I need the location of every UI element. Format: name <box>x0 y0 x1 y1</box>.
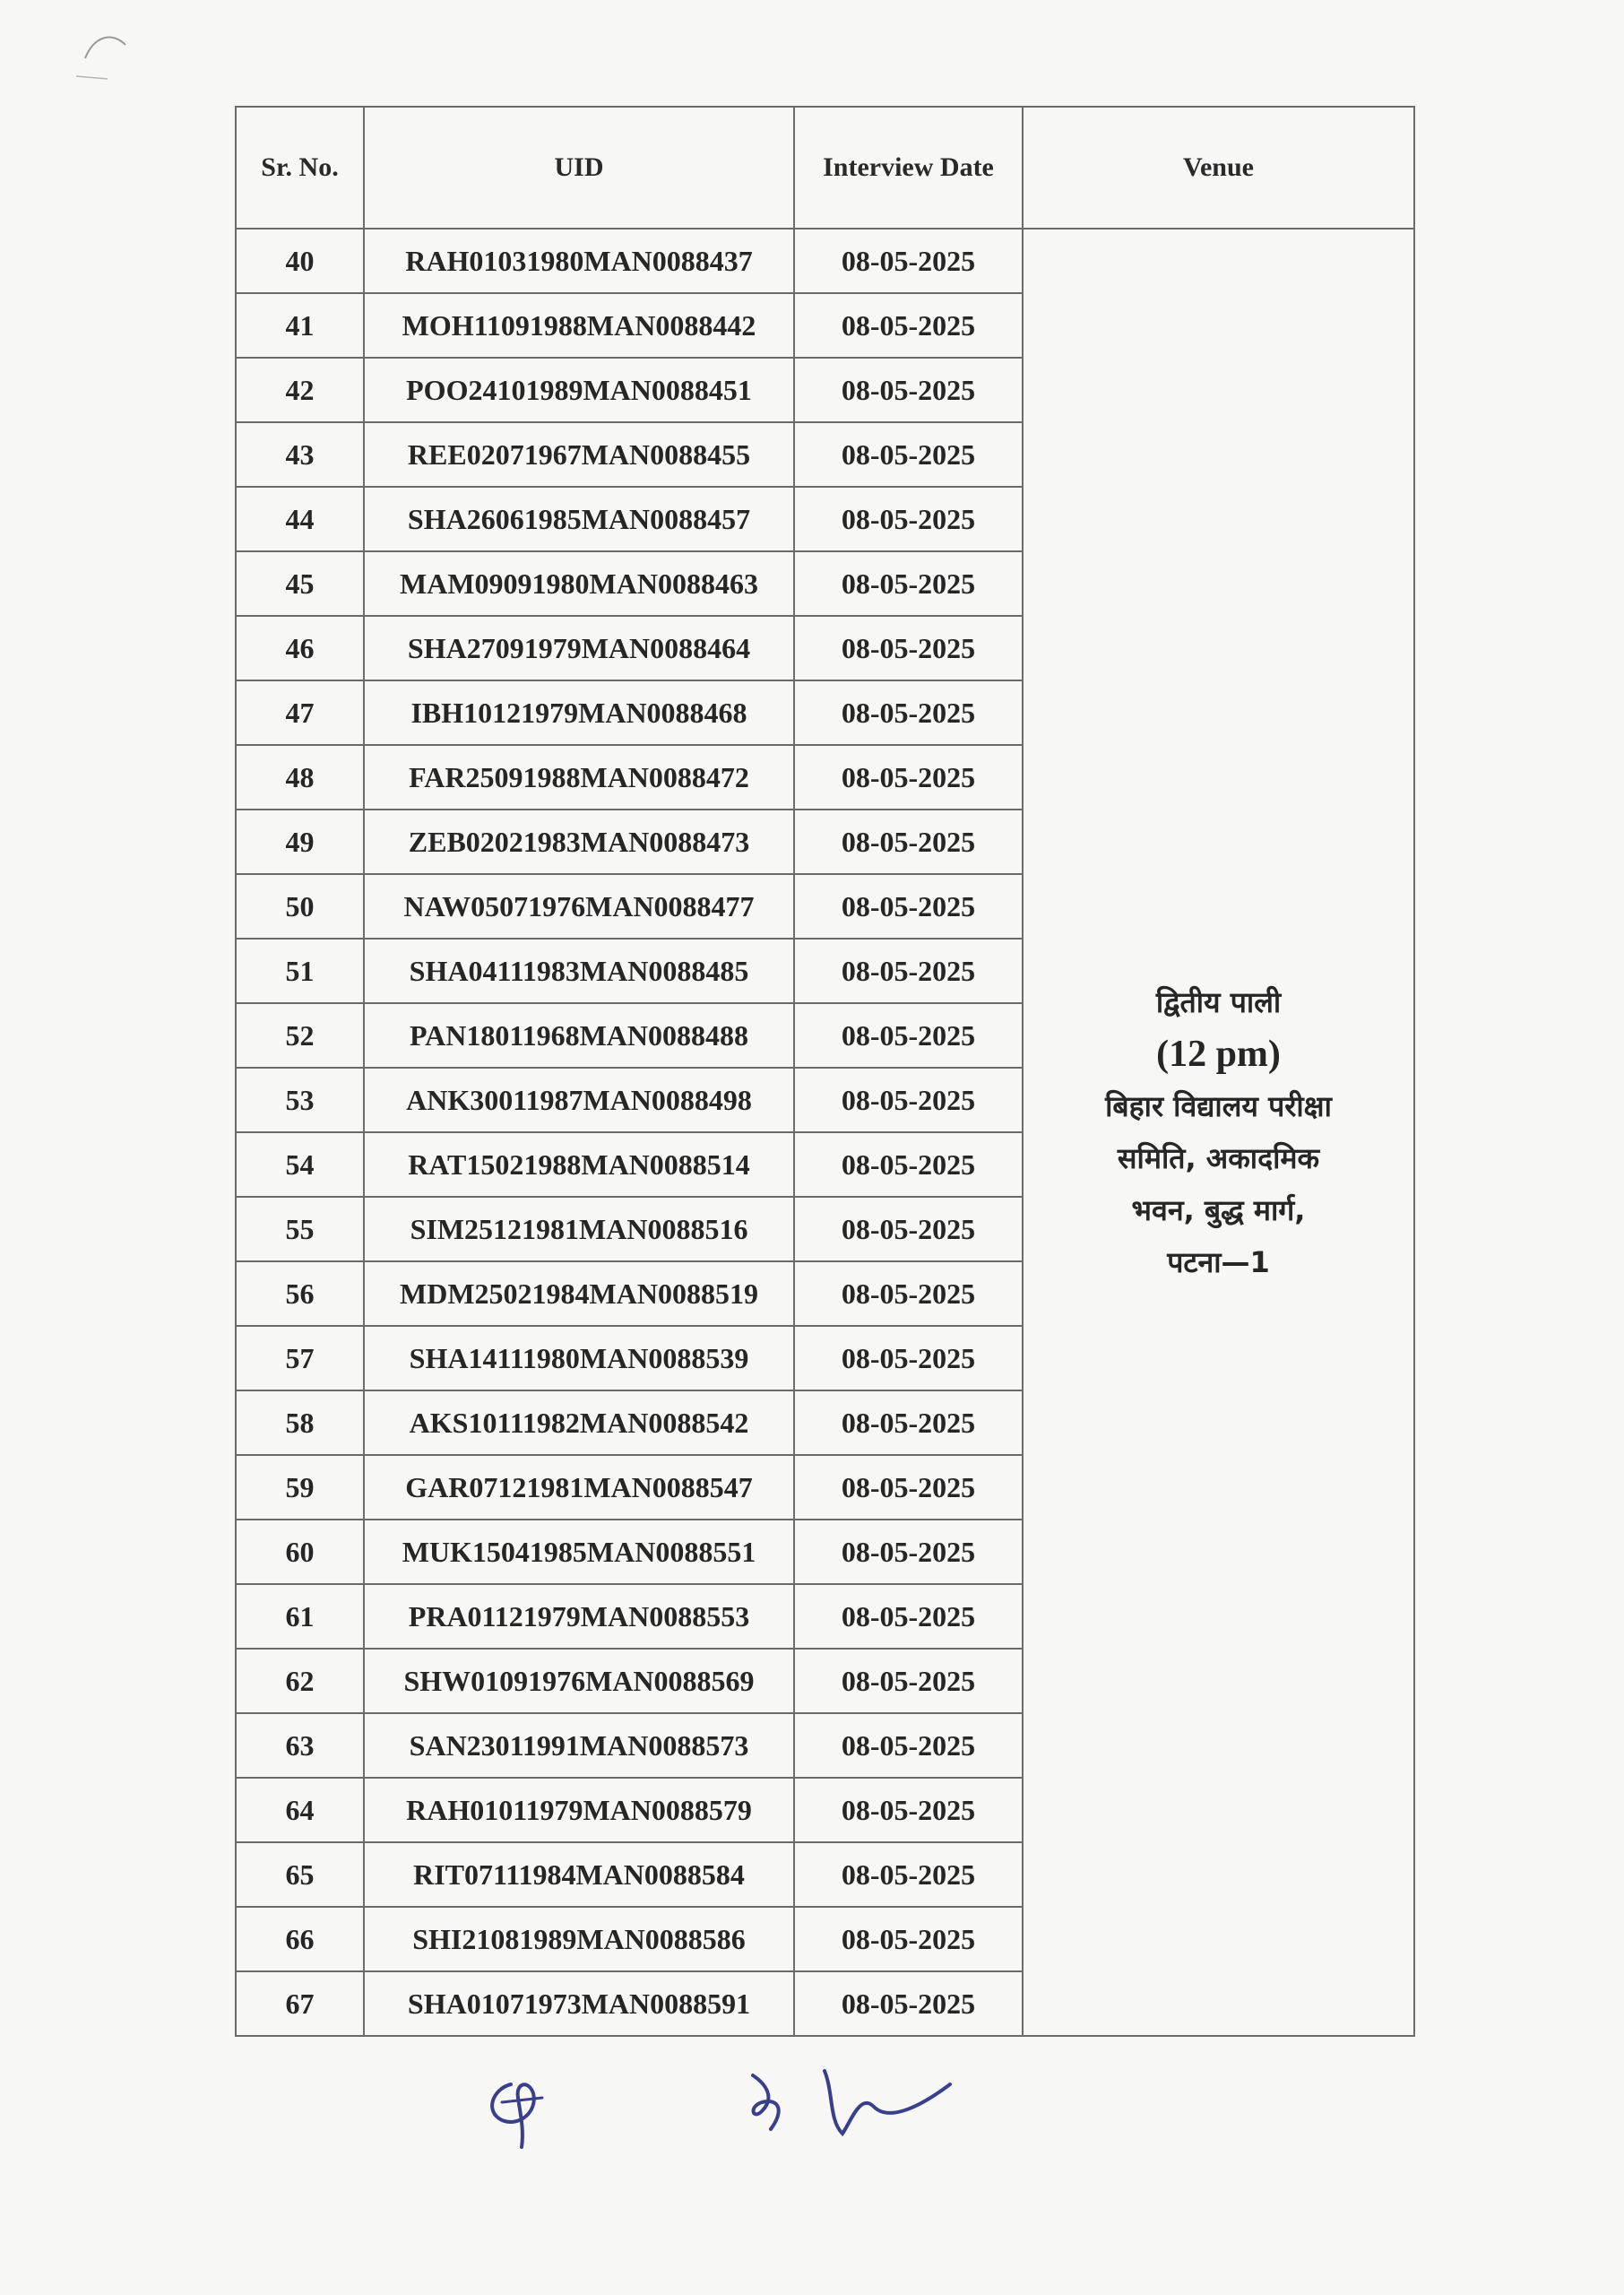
interview-date-cell: 08-05-2025 <box>794 745 1023 810</box>
interview-date-cell: 08-05-2025 <box>794 1326 1023 1390</box>
interview-date-cell: 08-05-2025 <box>794 1713 1023 1778</box>
interview-date-cell: 08-05-2025 <box>794 1778 1023 1842</box>
uid-cell: MUK15041985MAN0088551 <box>364 1520 794 1584</box>
sr-no-cell: 41 <box>236 293 364 358</box>
header-interview-date: Interview Date <box>794 107 1023 229</box>
uid-cell: SAN23011991MAN0088573 <box>364 1713 794 1778</box>
sr-no-cell: 57 <box>236 1326 364 1390</box>
sr-no-cell: 45 <box>236 551 364 616</box>
interview-schedule-table <box>235 106 1415 2037</box>
sr-no-cell: 49 <box>236 810 364 874</box>
sr-no-cell: 44 <box>236 487 364 551</box>
interview-date-cell: 08-05-2025 <box>794 680 1023 745</box>
uid-cell: NAW05071976MAN0088477 <box>364 874 794 939</box>
uid-cell: SIM25121981MAN0088516 <box>364 1197 794 1261</box>
interview-date-cell: 08-05-2025 <box>794 1455 1023 1520</box>
uid-cell: SHA26061985MAN0088457 <box>364 487 794 551</box>
sr-no-cell: 53 <box>236 1068 364 1132</box>
sr-no-cell: 47 <box>236 680 364 745</box>
interview-date-cell: 08-05-2025 <box>794 1132 1023 1197</box>
uid-cell: SHA27091979MAN0088464 <box>364 616 794 680</box>
uid-cell: PRA01121979MAN0088553 <box>364 1584 794 1649</box>
sr-no-cell: 50 <box>236 874 364 939</box>
uid-cell: POO24101989MAN0088451 <box>364 358 794 422</box>
uid-cell: ZEB02021983MAN0088473 <box>364 810 794 874</box>
uid-cell: RAH01011979MAN0088579 <box>364 1778 794 1842</box>
interview-date-cell: 08-05-2025 <box>794 1003 1023 1068</box>
table-row <box>236 229 1414 293</box>
signature-1 <box>475 2057 583 2156</box>
uid-cell: SHA14111980MAN0088539 <box>364 1326 794 1390</box>
venue-line-1: बिहार विद्यालय परीक्षा <box>1105 1089 1332 1123</box>
interview-date-cell: 08-05-2025 <box>794 1971 1023 2036</box>
sr-no-cell: 42 <box>236 358 364 422</box>
interview-date-cell: 08-05-2025 <box>794 1520 1023 1584</box>
table-header-row <box>236 107 1414 229</box>
venue-line-4: पटना—1 <box>1167 1245 1270 1279</box>
uid-cell: FAR25091988MAN0088472 <box>364 745 794 810</box>
sr-no-cell: 65 <box>236 1842 364 1907</box>
uid-cell: PAN18011968MAN0088488 <box>364 1003 794 1068</box>
uid-cell: RAH01031980MAN0088437 <box>364 229 794 293</box>
interview-date-cell: 08-05-2025 <box>794 487 1023 551</box>
sr-no-cell: 54 <box>236 1132 364 1197</box>
uid-cell: REE02071967MAN0088455 <box>364 422 794 487</box>
venue-line-2: समिति, अकादमिक <box>1117 1141 1320 1175</box>
sr-no-cell: 59 <box>236 1455 364 1520</box>
uid-cell: RAT15021988MAN0088514 <box>364 1132 794 1197</box>
interview-date-cell: 08-05-2025 <box>794 551 1023 616</box>
scan-artifact-mark <box>72 27 143 81</box>
sr-no-cell: 55 <box>236 1197 364 1261</box>
uid-cell: SHI21081989MAN0088586 <box>364 1907 794 1971</box>
sr-no-cell: 52 <box>236 1003 364 1068</box>
sr-no-cell: 60 <box>236 1520 364 1584</box>
sr-no-cell: 48 <box>236 745 364 810</box>
interview-date-cell: 08-05-2025 <box>794 1068 1023 1132</box>
interview-date-cell: 08-05-2025 <box>794 1907 1023 1971</box>
sr-no-cell: 43 <box>236 422 364 487</box>
sr-no-cell: 51 <box>236 939 364 1003</box>
interview-date-cell: 08-05-2025 <box>794 1842 1023 1907</box>
interview-date-cell: 08-05-2025 <box>794 1197 1023 1261</box>
sr-no-cell: 66 <box>236 1907 364 1971</box>
interview-date-cell: 08-05-2025 <box>794 229 1023 293</box>
interview-date-cell: 08-05-2025 <box>794 358 1023 422</box>
interview-date-cell: 08-05-2025 <box>794 874 1023 939</box>
interview-date-cell: 08-05-2025 <box>794 810 1023 874</box>
interview-date-cell: 08-05-2025 <box>794 1584 1023 1649</box>
signature-2 <box>735 2057 986 2156</box>
sr-no-cell: 56 <box>236 1261 364 1326</box>
venue-shift: द्वितीय पाली <box>1155 985 1282 1019</box>
sr-no-cell: 61 <box>236 1584 364 1649</box>
venue-line-3: भवन, बुद्ध मार्ग, <box>1131 1193 1306 1227</box>
uid-cell: SHA01071973MAN0088591 <box>364 1971 794 2036</box>
uid-cell: SHW01091976MAN0088569 <box>364 1649 794 1713</box>
uid-cell: MAM09091980MAN0088463 <box>364 551 794 616</box>
interview-date-cell: 08-05-2025 <box>794 1649 1023 1713</box>
header-venue: Venue <box>1023 107 1414 229</box>
sr-no-cell: 46 <box>236 616 364 680</box>
uid-cell: RIT07111984MAN0088584 <box>364 1842 794 1907</box>
interview-date-cell: 08-05-2025 <box>794 1261 1023 1326</box>
sr-no-cell: 63 <box>236 1713 364 1778</box>
interview-date-cell: 08-05-2025 <box>794 422 1023 487</box>
sr-no-cell: 67 <box>236 1971 364 2036</box>
header-sr-no: Sr. No. <box>236 107 364 229</box>
uid-cell: MDM25021984MAN0088519 <box>364 1261 794 1326</box>
sr-no-cell: 58 <box>236 1390 364 1455</box>
uid-cell: IBH10121979MAN0088468 <box>364 680 794 745</box>
sr-no-cell: 40 <box>236 229 364 293</box>
interview-date-cell: 08-05-2025 <box>794 293 1023 358</box>
uid-cell: AKS10111982MAN0088542 <box>364 1390 794 1455</box>
venue-cell <box>1023 229 1414 2036</box>
uid-cell: GAR07121981MAN0088547 <box>364 1455 794 1520</box>
table-body <box>236 229 1414 2036</box>
uid-cell: ANK30011987MAN0088498 <box>364 1068 794 1132</box>
uid-cell: SHA04111983MAN0088485 <box>364 939 794 1003</box>
header-uid: UID <box>364 107 794 229</box>
uid-cell: MOH11091988MAN0088442 <box>364 293 794 358</box>
interview-date-cell: 08-05-2025 <box>794 616 1023 680</box>
interview-date-cell: 08-05-2025 <box>794 1390 1023 1455</box>
sr-no-cell: 62 <box>236 1649 364 1713</box>
venue-time: (12 pm) <box>1156 1034 1281 1075</box>
interview-date-cell: 08-05-2025 <box>794 939 1023 1003</box>
sr-no-cell: 64 <box>236 1778 364 1842</box>
